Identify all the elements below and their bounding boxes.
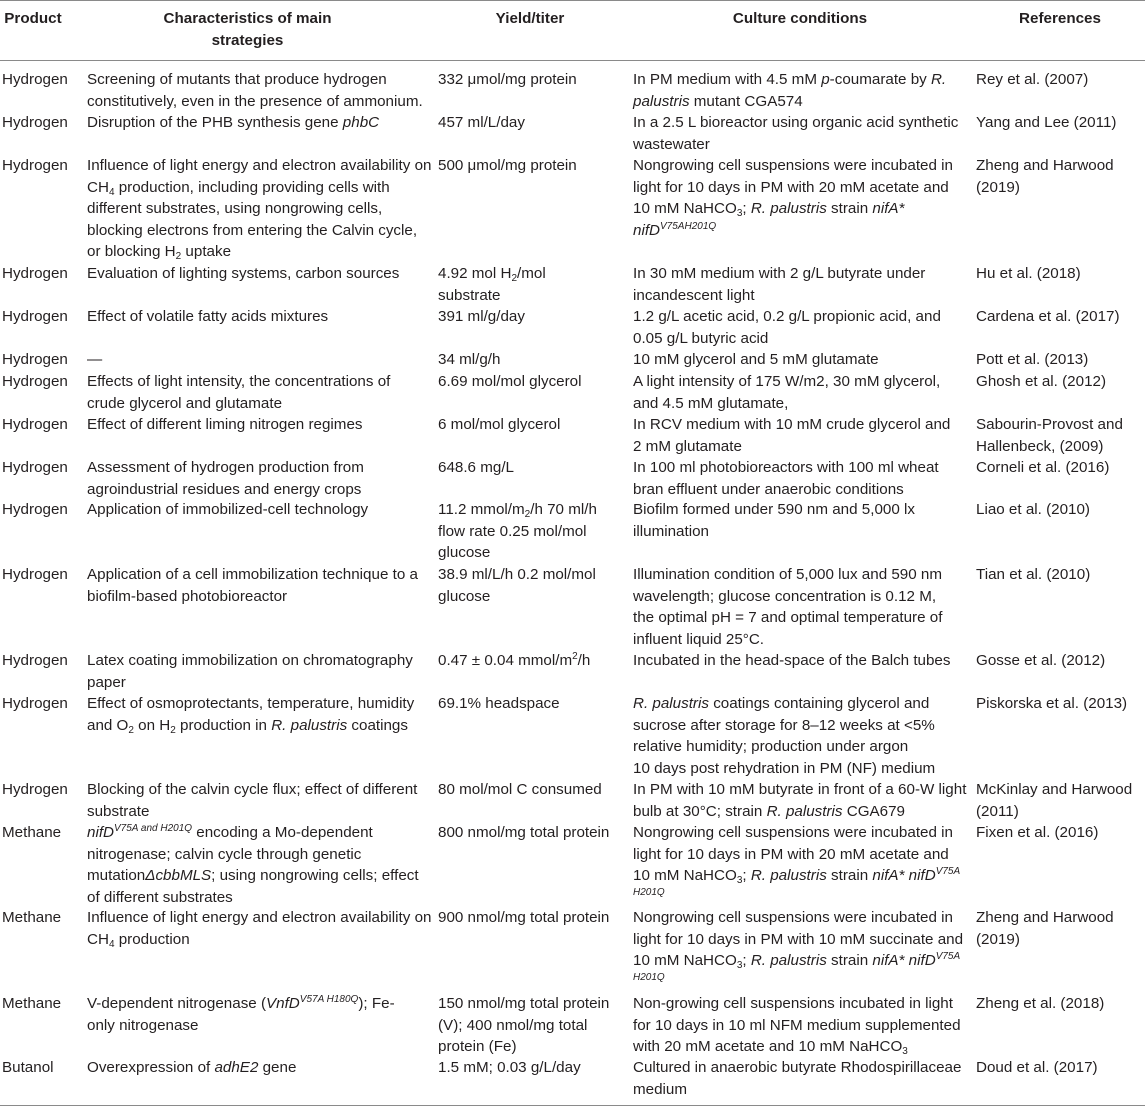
- cell-strategies: —: [87, 351, 103, 368]
- table-bottom-rule: [0, 1105, 1145, 1106]
- cell-culture: Nongrowing cell suspensions were incubated in light for 10 days in PM with 10 mM succinate and 10 mM NaHCO$_3$; R. palustris strain nifA* nifD$^{V75A}$ H201Q: [633, 909, 964, 983]
- header-references: References: [1019, 10, 1101, 27]
- cell-references: Gosse et al. (2012): [976, 652, 1106, 669]
- cell-references: Hu et al. (2018): [976, 265, 1081, 282]
- cell-yield: 800 nmol/mg total protein: [438, 824, 610, 841]
- cell-yield: 11.2 mmol/$m_2/h$ 70 ml/h flow rate 0.25 mol/mol glucose: [438, 501, 597, 561]
- cell-references: Piskorska et al. (2013): [976, 695, 1128, 712]
- cell-strategies: Application of immobilized-cell technology: [87, 501, 369, 518]
- cell-references: Zheng and Harwood (2019): [976, 157, 1114, 196]
- cell-culture: Illumination condition of 5,000 lux and 590 nm wavelength; glucose concentration is 0.12 M, the optimal pH = 7 and optimal temperature of influent liquid 25°C.: [633, 566, 943, 648]
- cell-strategies: Assessment of hydrogen production from agroindustrial residues and energy crops: [87, 459, 364, 498]
- cell-yield: 0.47 ± 0.04 mmol/$m^2/h$: [438, 651, 591, 669]
- cell-product: Hydrogen: [2, 695, 68, 712]
- cell-yield: 648.6 mg/L: [438, 459, 514, 476]
- cell-culture: In PM medium with 4.5 mM p-coumarate by R. palustris mutant CGA574: [633, 71, 947, 110]
- cell-yield: 6.69 mol/mol glycerol: [438, 373, 582, 390]
- cell-references: Zheng and Harwood (2019): [976, 909, 1114, 948]
- cell-references: Doud et al. (2017): [976, 1059, 1098, 1076]
- cell-product: Hydrogen: [2, 416, 68, 433]
- header-product: Product: [4, 10, 62, 27]
- cell-culture: Biofilm formed under 590 nm and 5,000 lx illumination: [633, 501, 915, 540]
- cell-product: Hydrogen: [2, 157, 68, 174]
- cell-culture: In a 2.5 L bioreactor using organic acid synthetic wastewater: [633, 114, 959, 153]
- cell-yield: 900 nmol/mg total protein: [438, 909, 610, 926]
- cell-strategies: Influence of light energy and electron availability on $CH_4$ production, including providing cells with different substrates, using nongrowing cells, blocking electrons from entering the Calvin cycle, or blocking $H_2$ uptake: [87, 157, 432, 262]
- cell-references: Zheng et al. (2018): [976, 995, 1105, 1012]
- cell-yield: 1.5 mM; 0.03 g/L/day: [438, 1059, 581, 1076]
- cell-culture: A light intensity of 175 W/m2, 30 mM glycerol, and 4.5 mM glutamate,: [633, 373, 941, 412]
- cell-product: Hydrogen: [2, 71, 68, 88]
- cell-strategies: nifD$^{V75A and H201Q}$ encoding a Mo-dependent nitrogenase; calvin cycle through genetic mutationΔcbbMLS; using nongrowing cells; effect of different substrates: [87, 823, 419, 906]
- cell-product: Hydrogen: [2, 373, 68, 390]
- cell-strategies: V-dependent nitrogenase (VnfD$^{V57A H180Q}$); Fe- only nitrogenase: [87, 994, 395, 1034]
- cell-culture: Nongrowing cell suspensions were incubated in light for 10 days in PM with 20 mM acetate and 10 mM NaHCO$_3$; R. palustris strain nifA* nifD$^{V75AH201Q}$: [633, 157, 953, 239]
- cell-culture: R. palustris coatings containing glycerol and sucrose after storage for 8–12 weeks at <5% relative humidity; production under argon 10 days post rehydration in PM (NF) medium: [633, 695, 936, 777]
- cell-references: Pott et al. (2013): [976, 351, 1089, 368]
- cell-strategies: Latex coating immobilization on chromatography paper: [87, 652, 413, 691]
- cell-strategies: Overexpression of adhE2 gene: [87, 1059, 297, 1076]
- cell-culture: In RCV medium with 10 mM crude glycerol and 2 mM glutamate: [633, 416, 951, 455]
- cell-references: Sabourin-Provost and Hallenbeck, (2009): [976, 416, 1123, 455]
- cell-strategies: Disruption of the PHB synthesis gene phbC: [87, 114, 380, 131]
- cell-references: Liao et al. (2010): [976, 501, 1090, 518]
- cell-product: Hydrogen: [2, 781, 68, 798]
- cell-culture: In 30 mM medium with 2 g/L butyrate under incandescent light: [633, 265, 926, 304]
- cell-product: Hydrogen: [2, 459, 68, 476]
- cell-references: Rey et al. (2007): [976, 71, 1089, 88]
- cell-strategies: Screening of mutants that produce hydrogen constitutively, even in the presence of ammonium.: [87, 71, 423, 110]
- cell-culture: In PM with 10 mM butyrate in front of a 60-W light bulb at 30°C; strain R. palustris CGA679: [633, 781, 967, 820]
- cell-product: Butanol: [2, 1059, 54, 1076]
- cell-culture: Non-growing cell suspensions incubated in light for 10 days in 10 ml NFM medium supplemented with 20 mM acetate and 10 mM NaHCO$_3$: [633, 995, 961, 1057]
- cell-culture: In 100 ml photobioreactors with 100 ml wheat bran effluent under anaerobic conditions: [633, 459, 939, 498]
- header-culture: Culture conditions: [732, 10, 868, 27]
- cell-yield: 457 ml/L/day: [438, 114, 525, 131]
- cell-yield: 69.1% headspace: [438, 695, 560, 712]
- cell-product: Methane: [2, 909, 62, 926]
- cell-yield: 80 mol/mol C consumed: [438, 781, 602, 798]
- cell-product: Hydrogen: [2, 652, 68, 669]
- table-top-rule: [0, 0, 1145, 1]
- cell-product: Methane: [2, 824, 62, 841]
- cell-product: Hydrogen: [2, 265, 68, 282]
- cell-yield: 150 nmol/mg total protein (V); 400 nmol/mg total protein (Fe): [438, 995, 610, 1055]
- cell-yield: 332 μmol/mg protein: [438, 71, 577, 88]
- header-yield: Yield/titer: [495, 10, 565, 27]
- header-rule: [0, 60, 1145, 61]
- cell-references: McKinlay and Harwood (2011): [976, 781, 1133, 820]
- cell-yield: 38.9 ml/L/h 0.2 mol/mol glucose: [438, 566, 596, 605]
- cell-culture: 1.2 g/L acetic acid, 0.2 g/L propionic acid, and 0.05 g/L butyric acid: [633, 308, 941, 347]
- header-strategies: Characteristics of main strategies: [163, 10, 332, 49]
- cell-strategies: Effect of osmoprotectants, temperature, humidity and $O_2$ on $H_2$ production in R. palustris coatings: [87, 695, 415, 736]
- cell-product: Hydrogen: [2, 351, 68, 368]
- cell-strategies: Effects of light intensity, the concentrations of crude glycerol and glutamate: [87, 373, 391, 412]
- cell-culture: Cultured in anaerobic butyrate Rhodospirillaceae medium: [633, 1059, 962, 1098]
- cell-yield: 391 ml/g/day: [438, 308, 525, 325]
- cell-product: Hydrogen: [2, 566, 68, 583]
- cell-product: Hydrogen: [2, 501, 68, 518]
- cell-yield: 34 ml/g/h: [438, 351, 501, 368]
- cell-yield: 6 mol/mol glycerol: [438, 416, 561, 433]
- cell-culture: 10 mM glycerol and 5 mM glutamate: [633, 351, 879, 368]
- cell-references: Ghosh et al. (2012): [976, 373, 1107, 390]
- cell-strategies: Application of a cell immobilization technique to a biofilm-based photobioreactor: [87, 566, 418, 605]
- cell-references: Yang and Lee (2011): [976, 114, 1117, 131]
- cell-culture: Incubated in the head-space of the Balch tubes: [633, 652, 951, 669]
- cell-product: Hydrogen: [2, 114, 68, 131]
- cell-references: Fixen et al. (2016): [976, 824, 1099, 841]
- cell-strategies: Effect of volatile fatty acids mixtures: [87, 308, 329, 325]
- cell-strategies: Effect of different liming nitrogen regimes: [87, 416, 363, 433]
- cell-strategies: Influence of light energy and electron availability on $CH_4$ production: [87, 909, 432, 950]
- cell-culture: Nongrowing cell suspensions were incubated in light for 10 days in PM with 20 mM acetate and 10 mM NaHCO$_3$; R. palustris strain nifA* nifD$^{V75A}$ H201Q: [633, 824, 961, 898]
- cell-yield: 4.92 mol $H_2$/mol substrate: [438, 265, 546, 304]
- cell-strategies: Blocking of the calvin cycle flux; effect of different substrate: [87, 781, 418, 820]
- cell-yield: 500 μmol/mg protein: [438, 157, 577, 174]
- cell-references: Cardena et al. (2017): [976, 308, 1120, 325]
- cell-strategies: Evaluation of lighting systems, carbon sources: [87, 265, 400, 282]
- cell-references: Tian et al. (2010): [976, 566, 1091, 583]
- cell-product: Methane: [2, 995, 62, 1012]
- cell-references: Corneli et al. (2016): [976, 459, 1110, 476]
- cell-product: Hydrogen: [2, 308, 68, 325]
